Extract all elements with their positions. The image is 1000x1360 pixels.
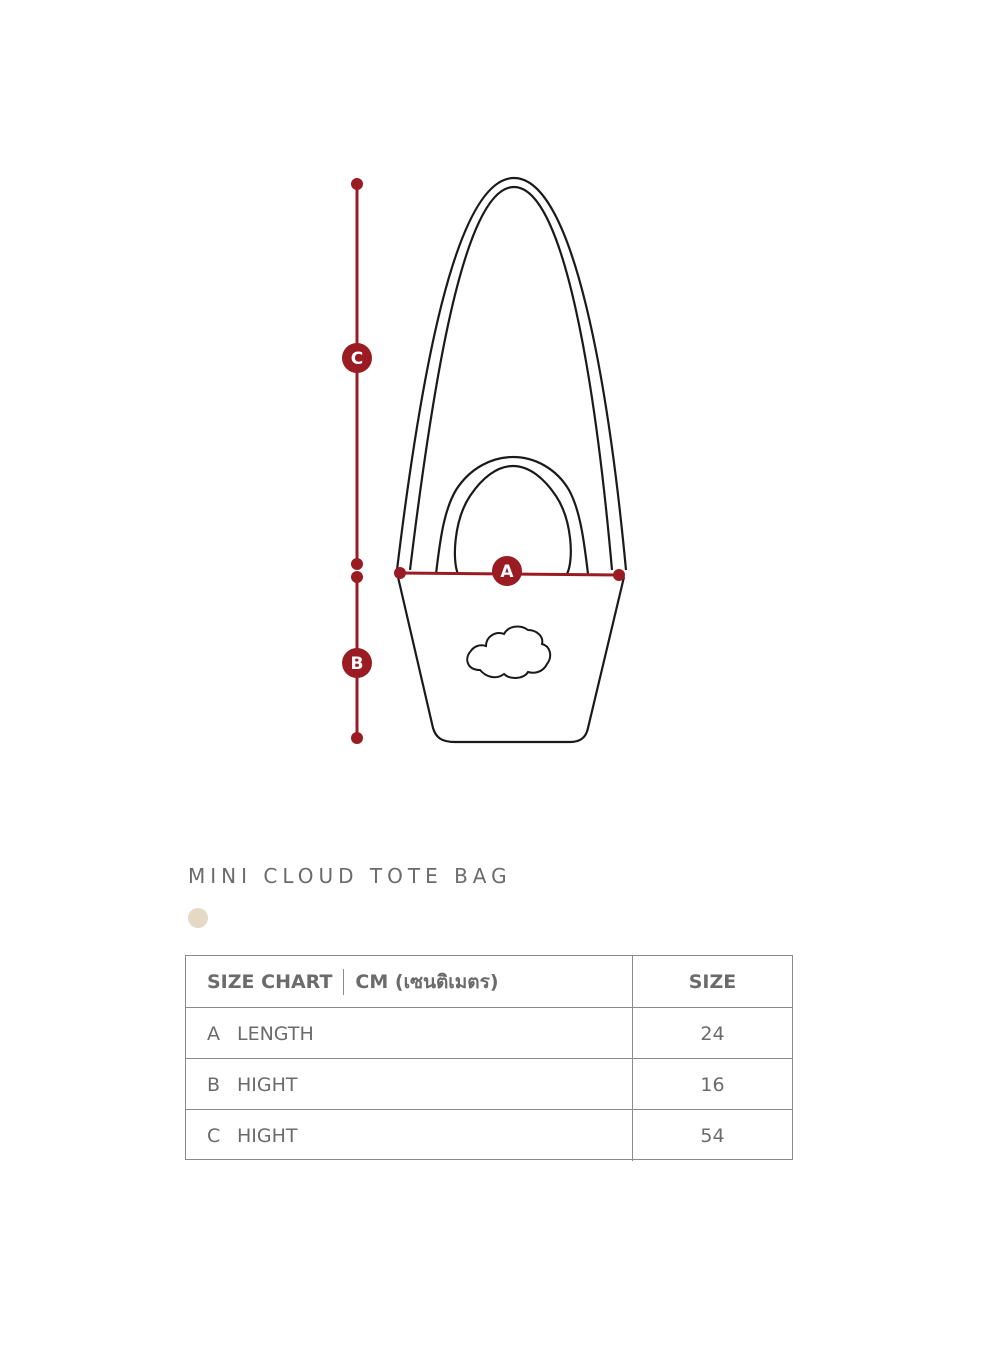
color-swatch[interactable] [188, 908, 208, 928]
table-header-row [186, 956, 792, 1007]
measure-a-label: A [500, 562, 514, 582]
measure-c-top-dot [351, 178, 363, 190]
header-size-chart: SIZE CHART [207, 970, 333, 993]
row-value: 16 [632, 1059, 792, 1110]
row-label: HIGHT [237, 1124, 298, 1147]
header-size: SIZE [632, 956, 792, 1007]
row-value: 54 [632, 1110, 792, 1161]
strap-outline-inner [410, 187, 612, 570]
table-row [186, 1007, 792, 1059]
measure-c-label: C [350, 349, 364, 369]
product-title: MINI CLOUD TOTE BAG [188, 864, 512, 888]
row-label: LENGTH [237, 1022, 314, 1045]
table-row [186, 1058, 792, 1110]
header-divider [343, 969, 344, 995]
row-letter: C [207, 1124, 221, 1147]
measure-b-label: B [350, 654, 364, 674]
table-row [186, 1109, 792, 1161]
row-value: 24 [632, 1008, 792, 1059]
measure-c-bottom-dot [351, 558, 363, 570]
measure-b-bottom-dot [351, 732, 363, 744]
row-label: HIGHT [237, 1073, 298, 1096]
row-letter: B [207, 1073, 221, 1096]
measure-a-right-dot [613, 569, 625, 581]
size-chart-table [185, 955, 793, 1160]
measure-a-left-dot [394, 567, 406, 579]
row-letter: A [207, 1022, 220, 1045]
header-unit: CM (เซนติเมตร) [355, 970, 499, 993]
strap-outline-outer [397, 178, 626, 570]
measure-b-top-dot [351, 571, 363, 583]
